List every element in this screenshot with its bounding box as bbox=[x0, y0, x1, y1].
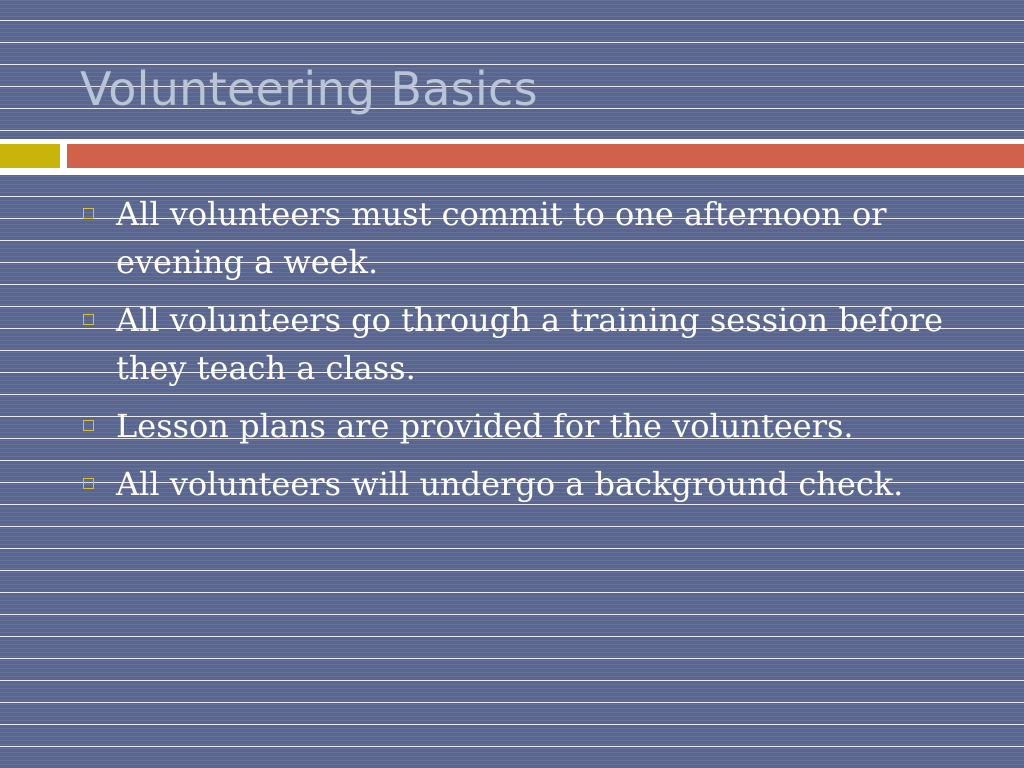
bullet-item bbox=[80, 190, 980, 286]
bullet-text: Lesson plans are provided for the volunteers. bbox=[116, 407, 854, 445]
hollow-square-icon bbox=[83, 314, 94, 325]
bullet-list bbox=[80, 190, 980, 518]
bullet-text: All volunteers go through a training session before they teach a class. bbox=[116, 301, 944, 387]
bullet-item bbox=[80, 296, 980, 392]
slide-title: Volunteering Basics bbox=[80, 62, 538, 116]
bullet-text: All volunteers must commit to one afternoon or evening a week. bbox=[116, 195, 887, 281]
bullet-text: All volunteers will undergo a background check. bbox=[116, 465, 904, 503]
divider-accent-yellow bbox=[0, 144, 60, 168]
divider-accent-orange bbox=[67, 144, 1024, 168]
bullet-item bbox=[80, 460, 980, 508]
hollow-square-icon bbox=[83, 420, 94, 431]
hollow-square-icon bbox=[83, 208, 94, 219]
bullet-item bbox=[80, 402, 980, 450]
hollow-square-icon bbox=[83, 478, 94, 489]
